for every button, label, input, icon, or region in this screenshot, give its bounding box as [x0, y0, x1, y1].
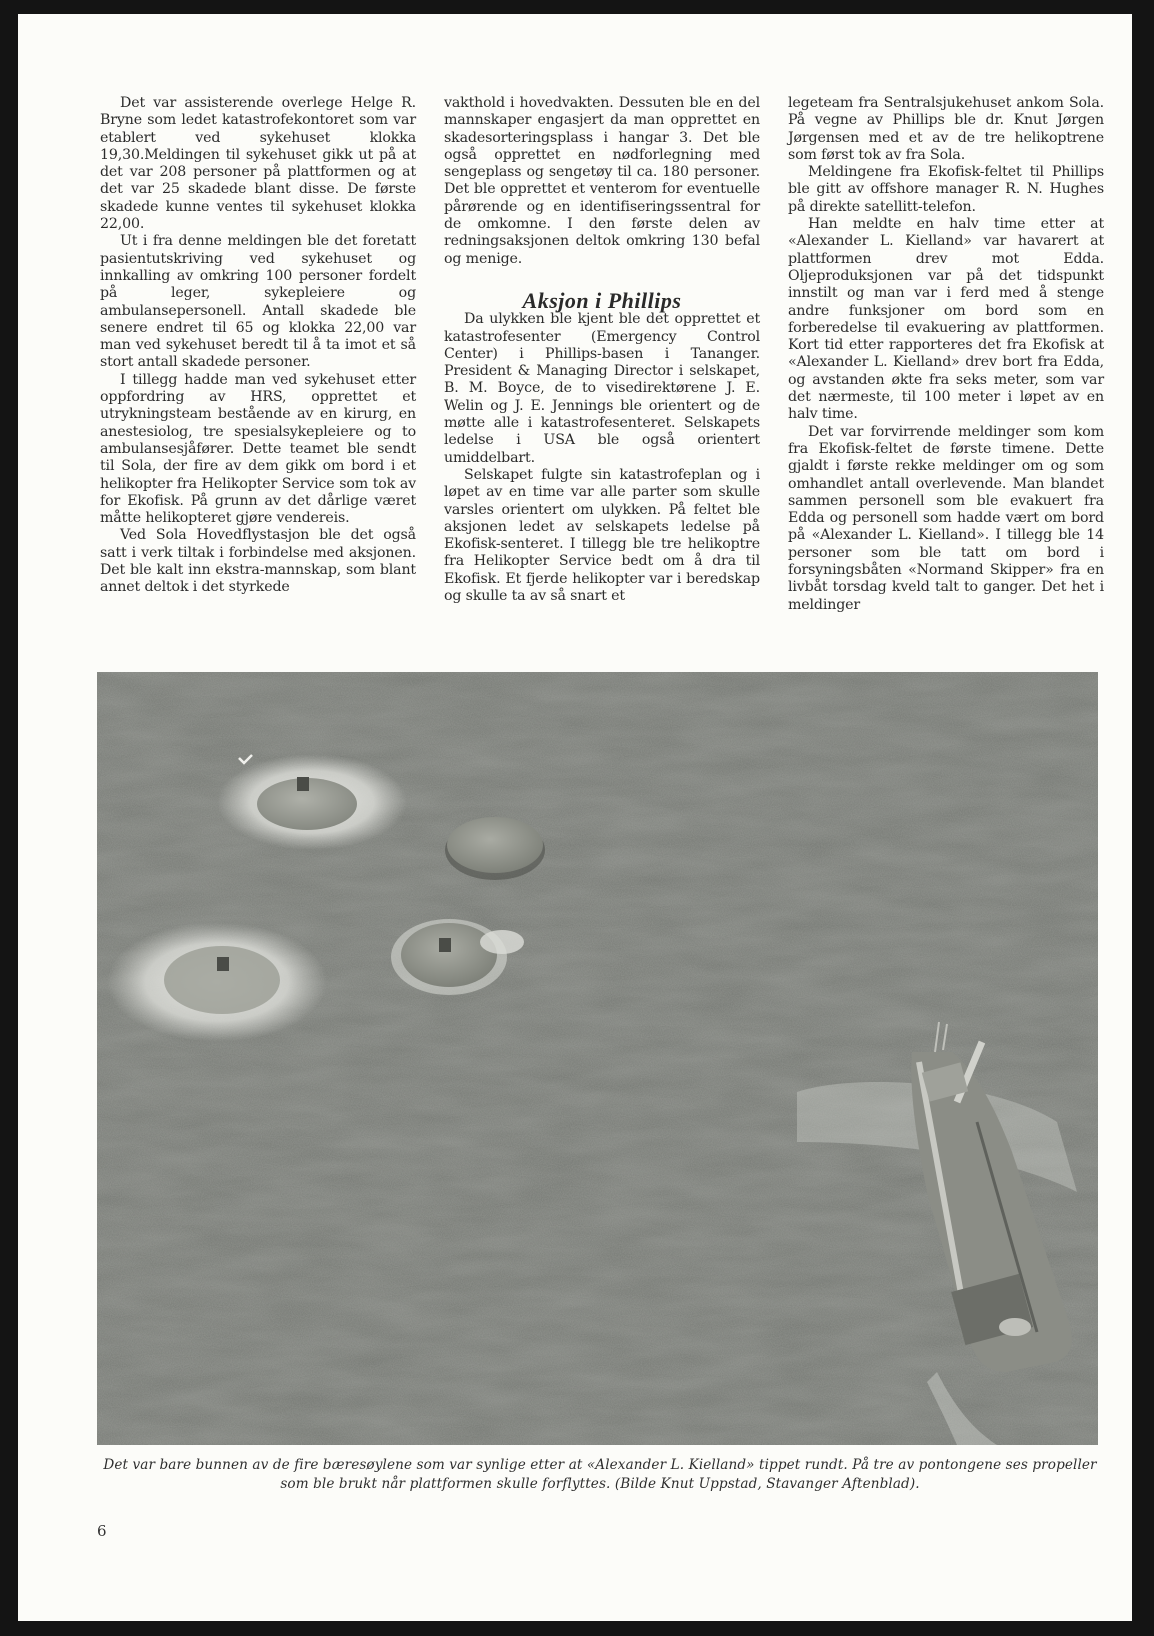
paragraph: I tillegg hadde man ved sykehuset etter oppfordring av HRS, opprettet et utrykningsteam bestående av en kirurg, en anestesiolog, tre spesialsykepleiere og to ambulansesjåfører. Dette teamet ble sendt til Sola, der fire av dem gikk om bord i et helikopter fra Helikopter Service som tok av for Ekofisk. På grunn av det dårlige været måtte helikopteret gjøre vendereis. — [100, 371, 416, 527]
paragraph: legeteam fra Sentralsjukehuset ankom Sola. På vegne av Phillips ble dr. Knut Jørgen Jørgensen med et av de tre helikoptrene som først tok av fra Sola. — [788, 95, 1104, 163]
text-column-1 — [100, 95, 416, 597]
paragraph: Da ulykken ble kjent ble det opprettet et katastrofesenter (Emergency Control Center) i Phillips-basen i Tananger. President & Managing Director i selskapet, B. M. Boyce, de to visedirektørene J. E. Welin og J. E. Jennings ble orientert og de møtte alle i katastrofesenteret. Selskapets ledelse i USA ble også orientert umiddelbart. — [444, 311, 760, 466]
page-number: 6 — [97, 1522, 107, 1540]
text-column-2 — [444, 95, 760, 605]
paragraph: Han meldte en halv time etter at «Alexander L. Kielland» var havarert at plattformen drev mot Edda. Oljeproduksjonen var på det tidspunkt innstilt og man var i ferd med å stenge andre funksjoner om bord som en forberedelse til evakuering av plattformen. Kort tid etter rapporteres det fra Ekofisk at «Alexander L. Kielland» drev bort fra Edda, og avstanden økte fra seks meter, som var det nærmeste, til 100 meter i løpet av en halv time. — [788, 216, 1104, 423]
aerial-photo — [97, 672, 1098, 1445]
paragraph: Selskapet fulgte sin katastrofeplan og i løpet av en time var alle parter som skulle varsles orientert om ulykken. På feltet ble aksjonen ledet av selskapets ledelse på Ekofisk-senteret. I tillegg ble tre helikoptre fra Helikopter Service bedt om å dra til Ekofisk. Et fjerde helikopter var i beredskap og skulle ta av så snart et — [444, 466, 760, 605]
photo-caption: Det var bare bunnen av de fire bæresøylene som var synlige etter at «Alexander L. Kielland» tippet rundt. På tre av pontongene ses propeller som ble brukt når plattformen skulle forflyttes. (Bilde Knut Uppstad, Stavanger Aftenblad). — [103, 1457, 1097, 1492]
paragraph: vakthold i hovedvakten. Dessuten ble en del mannskaper engasjert da man opprettet en skadesorteringsplass i hangar 3. Det ble også opprettet en nødforlegning med sengeplass og sengetøy til ca. 180 personer. Det ble opprettet et venterom for eventuelle pårørende og en identifiseringssentral for de omkomne. I den første delen av redningsaksjonen deltok omkring 130 befal og menige. — [444, 95, 760, 267]
paragraph: Meldingene fra Ekofisk-feltet til Phillips ble gitt av offshore manager R. N. Hughes på direkte satellitt-telefon. — [788, 164, 1104, 215]
paragraph: Ved Sola Hovedflystasjon ble det også satt i verk tiltak i forbindelse med aksjonen. Det ble kalt inn ekstra-mannskap, som blant annet deltok i det styrkede — [100, 527, 416, 596]
photo-illustration — [97, 672, 1098, 1445]
paragraph: Det var assisterende overlege Helge R. Bryne som ledet katastrofekontoret som var etablert ved sykehuset klokka 19,30.Meldingen til sykehuset gikk ut på at det var 208 personer på plattformen og at det var 25 skadede blant disse. De første skadede kunne ventes til sykehuset klokka 22,00. — [100, 95, 416, 233]
paragraph: Det var forvirrende meldinger som kom fra Ekofisk-feltet de første timene. Dette gjaldt i første rekke meldinger om og som omhandlet antall overlevende. Man blandet sammen personell som ble evakuert fra Edda og personell som hadde vært om bord på «Alexander L. Kielland». I tillegg ble 14 personer som ble tatt om bord i forsyningsbåten «Normand Skipper» fra en livbåt torsdag kveld talt to ganger. Det het i meldinger — [788, 423, 1104, 613]
paragraph: Ut i fra denne meldingen ble det foretatt pasientutskriving ved sykehuset og innkalling av omkring 100 personer fordelt på leger, sykepleiere og ambulansepersonell. Antall skadede ble senere endret til 65 og klokka 22,00 var man ved sykehuset beredt til å ta imot et så stort antall skadede personer. — [100, 233, 416, 371]
text-column-3 — [788, 95, 1104, 614]
section-heading: Aksjon i Phillips — [522, 287, 682, 313]
